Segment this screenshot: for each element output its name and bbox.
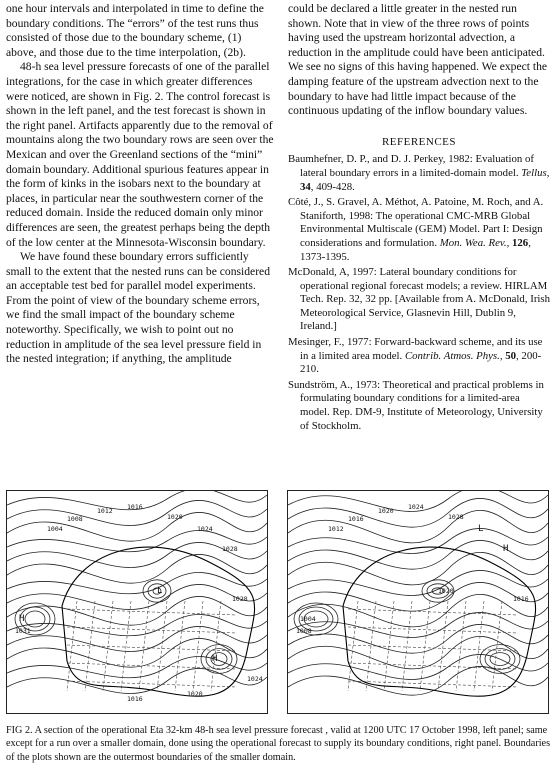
map-label: 1016 (127, 695, 143, 703)
map-label: 1024 (408, 503, 424, 511)
figure-panel-right (287, 490, 549, 714)
map-label: H (19, 614, 25, 624)
isobar-line (7, 512, 267, 541)
paragraph: one hour intervals and interpolated in time to define the boundary conditions. The “errors” of the test runs thus consisted of those due to the boundary scheme, (1) above, and those due to the time interpolation, (2b). (6, 2, 264, 59)
isobar-line (7, 554, 267, 583)
map-label: 1028 (222, 545, 238, 553)
map-label: 1028 (448, 513, 464, 521)
boundary-line (103, 601, 113, 691)
coastline (62, 547, 255, 696)
right-column (288, 2, 550, 435)
boundary-line (67, 601, 77, 691)
map-label: L (157, 586, 163, 596)
map-label: 1008 (67, 515, 83, 523)
figure-panel-left (6, 490, 268, 714)
map-label: 1008 (296, 627, 312, 635)
map-label: H (212, 654, 218, 664)
political-boundaries (343, 547, 536, 696)
reference-entry: Mesinger, F., 1977: Forward-backward scheme, and its use in a limited area model. Contrib. Atmos. Phys., 50, 200-210. (288, 336, 543, 376)
map-label: L (478, 524, 484, 534)
paragraph: We have found these boundary errors sufficiently small to the extent that the nested runs can be considered an acceptable test bed for parallel model experiments. From the point of view of the boundary scheme errors, we find the small impact of the boundary scheme noteworthy. Specifically, we wish to point out no reduction in amplitude of the sea level pressure field in the nested integration; if anything, the amplitude (6, 250, 270, 366)
boundary-line (402, 601, 412, 691)
map-label: 1028 (232, 595, 248, 603)
references-heading: REFERENCES (381, 135, 457, 148)
closed-isobar (25, 611, 45, 627)
reference-entry: Baumhefner, D. P., and D. J. Perkey, 1982: Evaluation of lateral boundary errors in a limited-domain model. Tellus, 34, 409-428. (288, 153, 550, 193)
map-label: H (503, 544, 509, 554)
map-label: 1016 (127, 503, 143, 511)
isobar-line (7, 668, 267, 693)
isobars (7, 491, 267, 693)
map-label: 1020 (438, 587, 454, 595)
isobar-line (7, 638, 267, 667)
boundary-line (348, 627, 518, 633)
coastline (343, 547, 536, 696)
boundary-line (139, 601, 149, 691)
map-label: 1012 (328, 525, 344, 533)
boundary-line (348, 601, 358, 691)
map-label: 1004 (300, 615, 316, 623)
paragraph: 48-h sea level pressure forecasts of one of the parallel integrations, for the case in which greater differences were noticed, are shown in Fig. 2. The control forecast is shown in the left panel, and the test forecast is shown in the right panel. Artifacts apparently due to the removal of mountains along the two boundary rows are seen over the Mexican and over the Greenland sections of the “mini” domain boundary. Additional spurious features appear in the form of kinks in the isobars next to the boundary at places, in particular near the southwestern corner of the reduced domain. Inside the reduced domain only minor differences are seen, the greatest perhaps being the depth of the low center at the Minnesota-Wisconsin boundary. (6, 60, 274, 249)
paragraph: could be declared a little greater in the nested run shown. Note that in view of the three rows of points having used the upstream horizontal advection, a reduction in the amplitude could have been anticipated. We see no signs of this having happened. We expect the damping feature of the upstream advection next to the boundary to have had little impact because of the continuous updating of the inflow boundary values. (288, 2, 548, 118)
boundary-line (456, 601, 466, 691)
reference-entry: Côté, J., S. Gravel, A. Méthot, A. Patoine, M. Roch, and A. Staniforth, 1998: The operational CMC-MRB Global Environmental Multiscale (GEM) Model. Part I: Design considerations and formulation. Mon. Wea. Rev., 126, 1373-1395. (288, 196, 544, 263)
figure-caption: FIG 2. A section of the operational Eta 32-km 48-h sea level pressure forecast , valid at 1200 UTC 17 October 1998, left panel; same except for a run over a smaller domain, done using the operational forecast to supply its boundary conditions, right panel. Boundaries of the plots shown are the outermost boundaries of the smaller domain. (6, 725, 551, 763)
map-label: 1016 (348, 515, 364, 523)
map-label: 1004 (47, 525, 63, 533)
isobar-line (288, 666, 548, 695)
boundary-line (438, 601, 448, 691)
isobar-line (288, 624, 548, 653)
map-label: 1020 (167, 513, 183, 521)
map-label: 1031 (15, 627, 31, 635)
map-label: 1020 (378, 507, 394, 515)
isobars (288, 491, 548, 695)
reference-entry: McDonald, A, 1997: Lateral boundary conditions for operational regional forecast models; a review. HIRLAM Tech. Rep. 32, 32 pp. [Available from A. McDonald, Irish Meteorological Service, Glasnevin Hill, Dublin 9, Ireland.] (288, 266, 551, 333)
boundary-line (67, 609, 237, 615)
map-label: 1012 (97, 507, 113, 515)
reference-entry: Sundström, A., 1973: Theoretical and practical problems in formulating boundary conditions for a limited-area model. Rep. DM-9, Institute of Meteorology, University of Stockholm. (288, 378, 544, 432)
boundary-line (348, 609, 518, 615)
boundary-line (420, 601, 430, 691)
map-label: 1024 (197, 525, 213, 533)
pressure-map-right (288, 491, 548, 713)
reference-list (288, 153, 550, 433)
map-label: 1024 (247, 675, 263, 683)
isobar-line (288, 582, 548, 611)
left-column (6, 2, 274, 367)
isobar-line (288, 540, 548, 569)
map-label: 1016 (513, 595, 529, 603)
boundary-line (474, 601, 484, 691)
map-label: 1020 (187, 690, 203, 698)
closed-isobar (206, 649, 232, 670)
pressure-map-left (7, 491, 267, 713)
political-boundaries (62, 547, 255, 696)
